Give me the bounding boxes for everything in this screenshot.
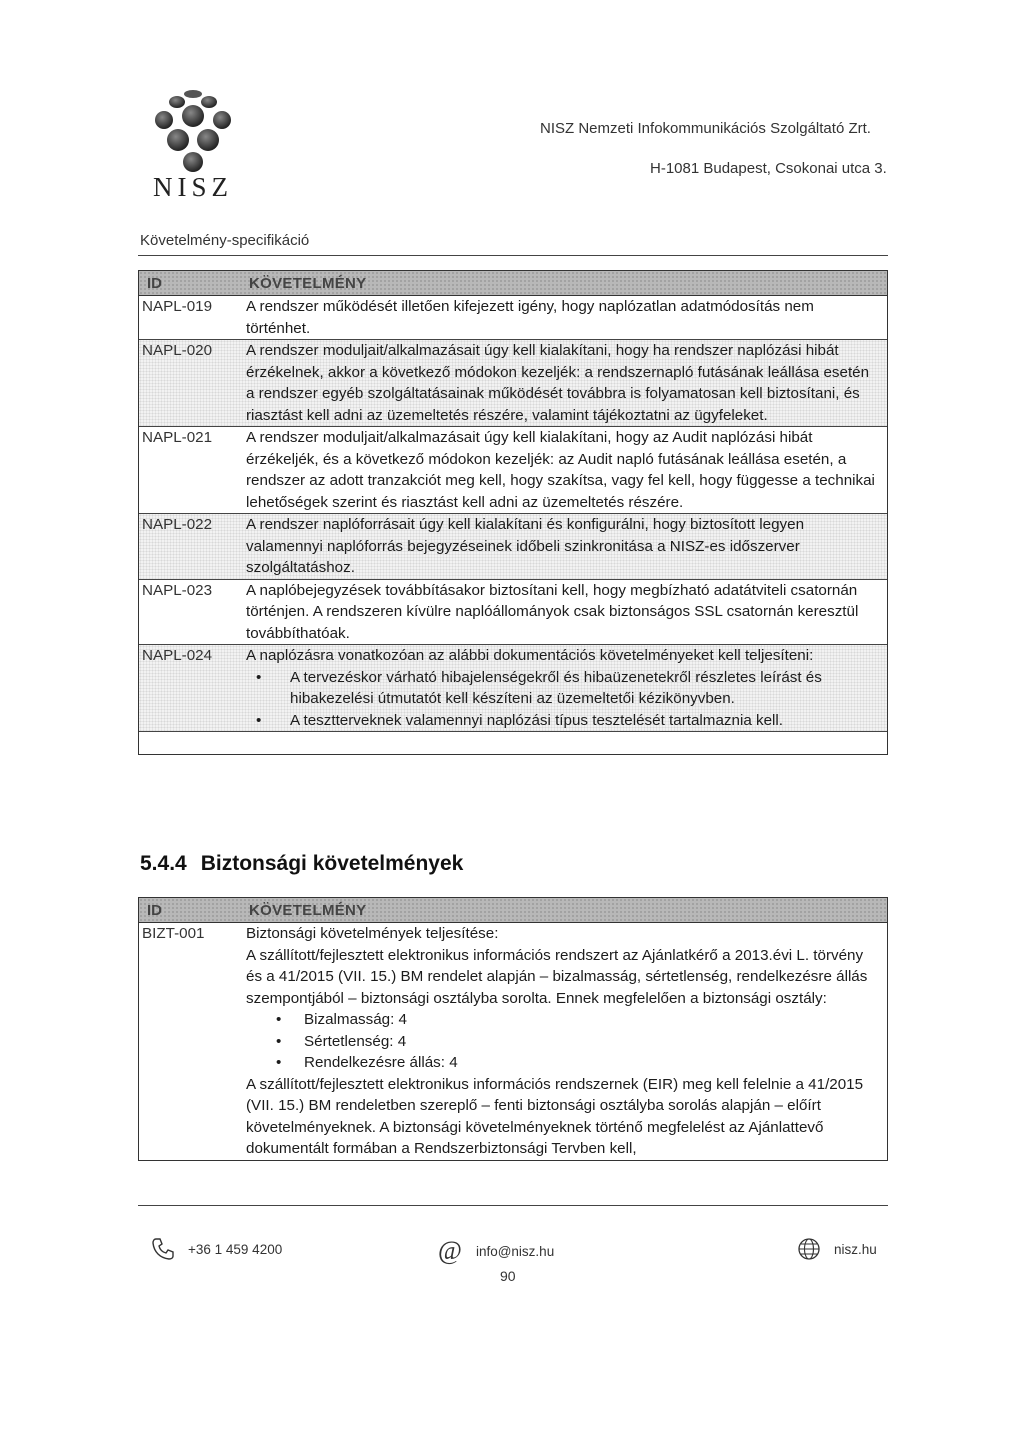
requirement-id: NAPL-019 — [142, 298, 213, 315]
requirement-id: NAPL-021 — [142, 429, 213, 446]
logo-wordmark: NISZ — [153, 172, 233, 202]
website: nisz.hu — [834, 1241, 877, 1257]
requirement-id: NAPL-024 — [142, 647, 213, 664]
security-requirements-table — [138, 897, 888, 1161]
at-icon: @ — [438, 1236, 462, 1265]
requirement-text: A rendszer moduljait/alkalmazásait úgy kell kialakítani, hogy ha rendszer naplózási hibát érzékelnek, akkor a következő módokon kezeljék: a rendszernapló futásának leállása esetén a rendszer egyéb szolgáltatásainak működését továbbra is folyamatosan kell biztosítani, és riasztást kell adni az üzemeltetés részére, valamint tájékoztatni az ügyfeleket. — [246, 342, 870, 424]
table-row — [139, 340, 887, 427]
table-row — [139, 923, 887, 1160]
requirement-text: A naplóbejegyzések továbbításakor biztosítani kell, hogy megbízható adatátviteli csatornán történjen. A rendszeren kívülre naplóállományok csak biztonságos SSL csatornán keresztül továbbíthatóak. — [246, 581, 859, 642]
requirement-id: BIZT-001 — [142, 925, 205, 942]
section-title: Biztonsági követelmények — [200, 852, 464, 875]
table-row — [139, 645, 887, 732]
logging-requirements-table — [138, 270, 888, 755]
requirement-text: A rendszer működését illetően kifejezett igény, hogy naplózatlan adatmódosítás nem történhet. — [246, 298, 814, 337]
globe-icon — [796, 1236, 822, 1262]
empty-row — [139, 732, 887, 754]
requirement-id: NAPL-022 — [142, 516, 213, 533]
section-heading — [140, 852, 463, 876]
phone-icon — [150, 1236, 176, 1262]
list-item: • Bizalmasság: 4 — [304, 1009, 879, 1031]
bullet-list — [246, 1009, 879, 1074]
header-divider — [138, 255, 888, 256]
company-address: H-1081 Budapest, Csokonai utca 3. — [650, 160, 887, 177]
requirement-column-header: KÖVETELMÉNY — [249, 901, 367, 919]
footer-email — [438, 1236, 554, 1266]
footer-phone — [150, 1236, 282, 1262]
table-header — [139, 271, 887, 296]
requirement-id: NAPL-023 — [142, 581, 213, 599]
table-header — [139, 898, 887, 923]
table-row — [139, 580, 887, 646]
list-item: • Rendelkezésre állás: 4 — [304, 1052, 879, 1074]
bullet-list — [246, 667, 879, 732]
requirement-paragraph: A szállított/fejlesztett elektronikus információs rendszernek (EIR) meg kell felelnie a 41/2015 (VII. 15.) BM rendeletben szereplő – fenti biztonsági osztályba sorolás alapján – előírt követelményeknek. A biztonsági követelményeknek történő megfelelést az Ajánlattevő dokumentált formában a Rendszerbiztonsági Tervben kell, — [246, 1075, 864, 1157]
requirement-text: A rendszer moduljait/alkalmazásait úgy kell kialakítani, hogy az Audit naplózási hibát érzékeljék, és a következő módokon kezeljék: az Audit napló futásának leállása esetén, a rendszer az adott tranzakciót meg kell, hogy szakítsa, vagy fel kell, hogy függesse a technikai lehetőségek szerint és riasztást kell adni az üzemeltetés részére. — [246, 429, 875, 511]
requirement-text — [244, 645, 887, 731]
requirement-paragraph: A szállított/fejlesztett elektronikus információs rendszert az Ajánlatkérő a 2013.évi L. törvény és a 41/2015 (VII. 15.) BM rendelet alapján – bizalmasság, sértetlenség, rendelkezésre állás szempontjából – biztonsági osztályba sorolta. Ennek megfelelően a biztonsági osztály: — [246, 946, 868, 1007]
requirement-heading: Biztonsági követelmények teljesítése: — [246, 925, 499, 942]
table-row — [139, 427, 887, 514]
requirement-column-header: KÖVETELMÉNY — [249, 274, 367, 292]
company-name: NISZ Nemzeti Infokommunikációs Szolgáltató Zrt. — [540, 120, 871, 137]
id-column-header: ID — [147, 901, 162, 919]
page-number: 90 — [500, 1268, 516, 1284]
document-title: Követelmény-specifikáció — [140, 232, 310, 249]
requirement-text — [244, 923, 887, 1160]
footer-divider — [138, 1205, 888, 1206]
table-row — [139, 296, 887, 340]
email-address: info@nisz.hu — [475, 1243, 555, 1259]
id-column-header: ID — [147, 274, 162, 292]
table-row — [139, 514, 887, 580]
footer-web — [796, 1236, 877, 1262]
list-item: • A tervezéskor várható hibajelenségekről és hibaüzenetekről részletes leírást és hibakezelési útmutatót kell készíteni az üzemeltetői kézikönyvben. — [290, 667, 879, 710]
requirement-text: A rendszer naplóforrásait úgy kell kialakítani és konfigurálni, hogy biztosított legyen valamennyi naplóforrás bejegyzéseinek időbeli szinkronitása a NISZ-es időszerver szolgáltatáshoz. — [246, 516, 805, 576]
list-item: • A tesztterveknek valamennyi naplózási típus tesztelését tartalmaznia kell. — [290, 710, 879, 732]
requirement-intro: A naplózásra vonatkozóan az alábbi dokumentációs követelményeket kell teljesíteni: — [246, 647, 814, 664]
section-number: 5.4.4 — [140, 852, 187, 875]
phone-number: +36 1 459 4200 — [188, 1241, 283, 1257]
requirement-id: NAPL-020 — [142, 342, 213, 359]
list-item: • Sértetlenség: 4 — [304, 1031, 879, 1053]
